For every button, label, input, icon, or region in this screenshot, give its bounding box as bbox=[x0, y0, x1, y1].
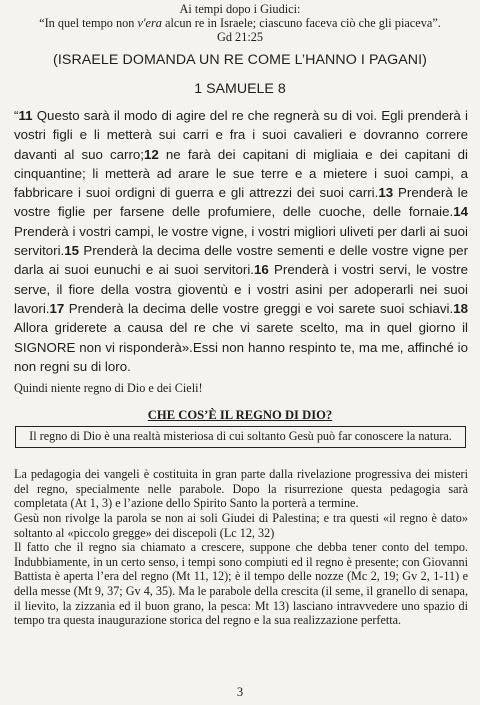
verse-text: Questo sarà il modo di agire del re che regnerà su di voi. Egli prenderà i vostri figli e li metterà sui carri e fra i suoi cavalieri e dovranno correre davanti al suo carro; bbox=[14, 108, 468, 162]
verse-number: 16 bbox=[253, 262, 269, 278]
verse-number: 17 bbox=[49, 300, 65, 316]
verse-text: Prenderà la decima delle vostre greggi e voi sarete suoi schiavi. bbox=[64, 300, 454, 316]
verse-number: 13 bbox=[378, 185, 394, 201]
body-text bbox=[14, 467, 468, 628]
body-paragraph: La pedagogia dei vangeli è costituita in gran parte dalla rivelazione progressiva dei misteri del regno, specialmente nelle parabole. Dopo la risurrezione questa pedagogia sarà completata (At 1, 3) e l’azione dello Spirito Santo la porterà a termine. bbox=[14, 467, 468, 511]
header-intro bbox=[0, 2, 480, 44]
scripture-passage bbox=[14, 106, 468, 376]
header-quote-em: v'era bbox=[137, 16, 162, 30]
verse-text: ne farà dei capitani di migliaia e dei capitani di cinquantine; li metterà ad arare le sue terre e a mietere i suoi campi, a fabbricare i suoi ordigni di guerra e gli attrezzi dei suoi carri. bbox=[14, 146, 468, 201]
header-line-1: Ai tempi dopo i Giudici: bbox=[179, 2, 301, 16]
verse-text: Prenderà i vostri servi, le vostre serve, il fiore della vostra gioventù e i vostri asini per adoperarli nei suoi lavori. bbox=[14, 262, 468, 316]
verse-number: 12 bbox=[144, 146, 159, 162]
verse-number: 14 bbox=[453, 204, 468, 220]
definition-box: Il regno di Dio è una realtà misteriosa di cui soltanto Gesù può far conoscere la natura. bbox=[15, 426, 466, 448]
section-title-text: CHE COS’È IL REGNO DI DIO? bbox=[147, 408, 333, 423]
page-number: 3 bbox=[236, 685, 244, 699]
verse-text: Prenderà i vostri campi, le vostre vigne, i vostri migliori uliveti per darli ai suoi servitori. bbox=[14, 223, 468, 259]
header-quote-pre: “In quel tempo non bbox=[39, 16, 138, 30]
verse-text: Prenderà la decima delle vostre sementi e delle vostre vigne per darla ai suoi eunuchi e ai suoi servitori. bbox=[14, 243, 468, 278]
verse-number: 18 bbox=[453, 300, 468, 316]
verse-open-quote: “ bbox=[14, 108, 19, 123]
body-paragraph: Gesù non rivolge la parola se non ai soli Giudei di Palestina; e tra questi «il regno è dato» soltanto al «piccolo gregge» dei discepoli (Lc 12, 32) bbox=[14, 510, 468, 540]
body-paragraph: Il fatto che il regno sia chiamato a crescere, suppone che debba tener conto del tempo. Indubbiamente, in un certo senso, i tempi sono compiuti ed il regno è presente; con Giovanni Battista è aperta l’era del regno (Mt 11, 12); è il tempo delle nozze (Mc 2, 19; Gv 2, 1-11) e della messe (Mt 9, 37; Gv 4, 35). Ma le parabole della crescita (il seme, il granello di senapa, il lievito, la zizzania ed il buon grano, la pesca: Mt 13) lasciano intravvedere uno spazio di tempo tra questa inaugurazione storica del regno e la sua realizzazione perfetta. bbox=[14, 540, 468, 628]
verse-number: 11 bbox=[18, 108, 33, 123]
header-quote-post: alcun re in Israele; ciascuno faceva ciò che gli piaceva”. bbox=[161, 16, 441, 30]
verse-text: Prenderà le vostre figlie per farsene delle profumiere, delle cuoche, delle fornaie. bbox=[14, 185, 468, 220]
conclusion-line: Quindi niente regno di Dio e dei Cieli! bbox=[14, 381, 203, 396]
page-title: (ISRAELE DOMANDA UN RE COME L’HANNO I PAGANI) bbox=[53, 52, 427, 68]
header-quote bbox=[0, 16, 480, 30]
verse-text: Allora griderete a causa del re che vi sarete scelto, ma in quel giorno il SIGNORE non vi risponderà».Essi non hanno respinto te, ma me, affinché io non regni su di loro. bbox=[14, 320, 468, 374]
book-reference: 1 SAMUELE 8 bbox=[194, 81, 286, 97]
header-reference: Gd 21:25 bbox=[216, 30, 264, 44]
section-title bbox=[0, 408, 480, 423]
verse-number: 15 bbox=[64, 243, 80, 259]
